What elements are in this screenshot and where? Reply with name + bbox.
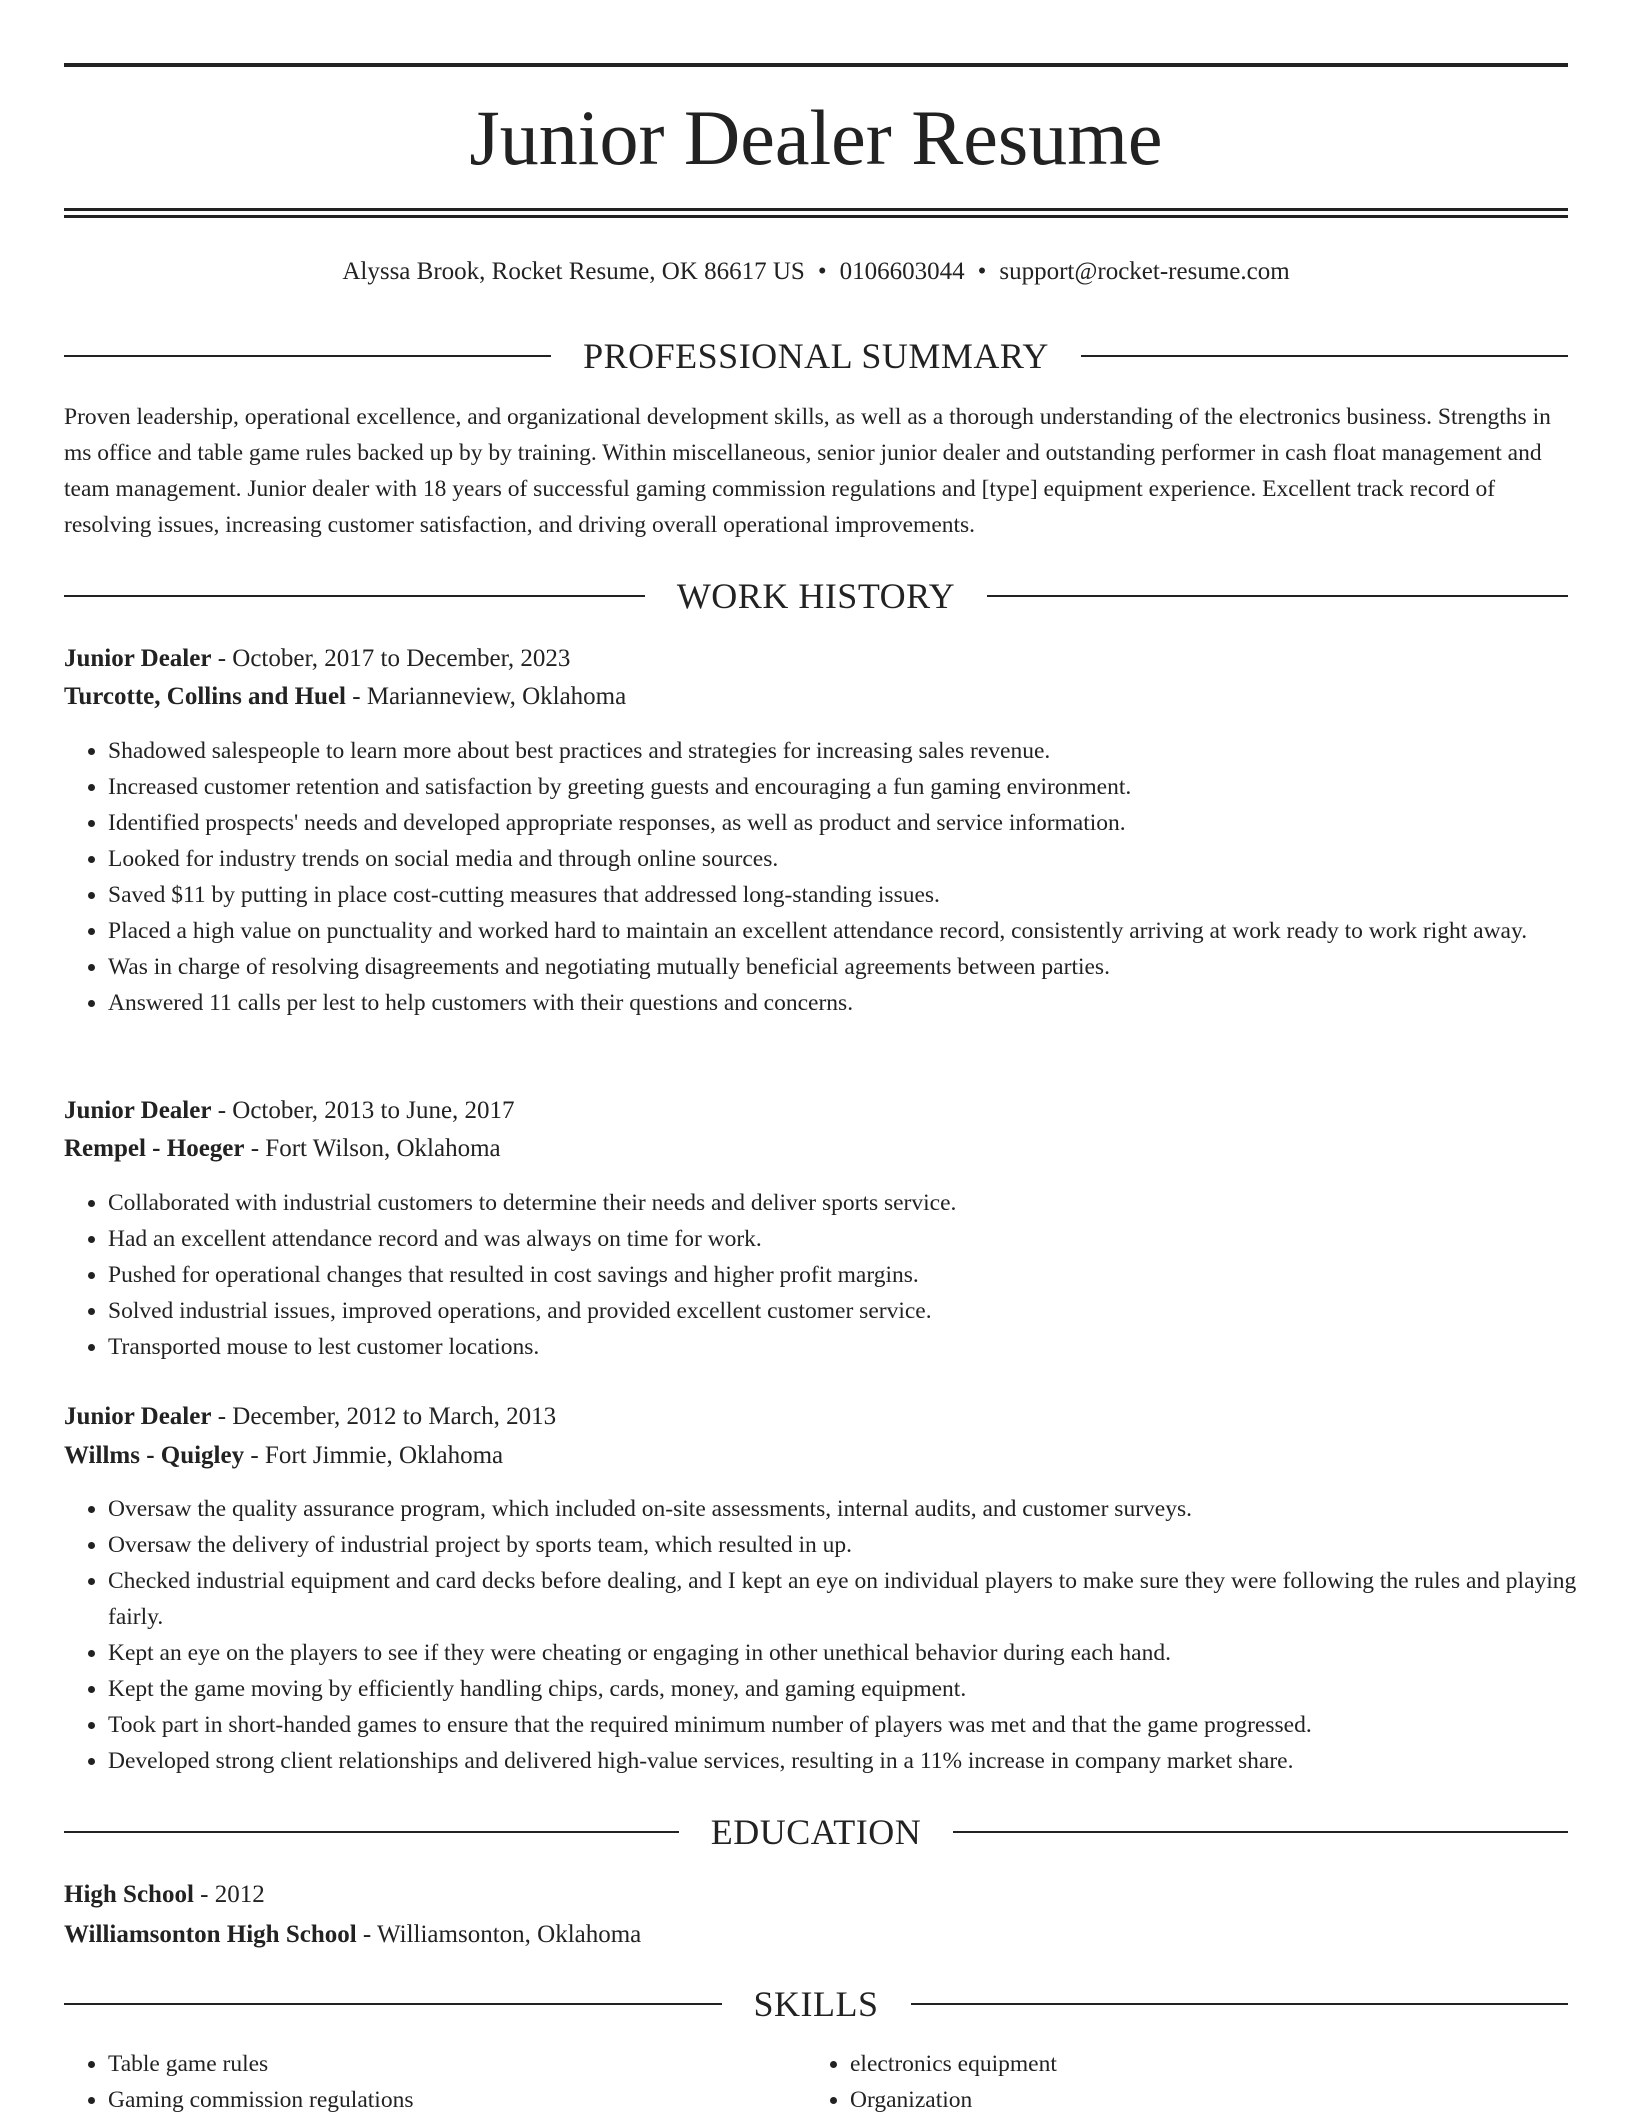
job-company-line — [64, 679, 1568, 715]
section-title: SKILLS — [753, 1984, 879, 2024]
divider — [911, 2003, 1569, 2005]
list-item: • Oversaw the quality assurance program, which included on-site assessments, internal audits, and customer surveys. — [108, 1491, 1612, 1527]
skill-item: • electronics equipment — [850, 2046, 1550, 2082]
list-item: • Transported mouse to lest customer locations. — [108, 1329, 1612, 1365]
job-dates: - December, 2012 to March, 2013 — [211, 1403, 557, 1430]
list-item: • Looked for industry trends on social media and through online sources. — [108, 841, 1612, 877]
job-company: Turcotte, Collins and Huel — [64, 683, 346, 710]
skill-item: • Table game rules — [108, 2046, 808, 2082]
education-degree: High School — [64, 1881, 194, 1908]
job-dates: - October, 2017 to December, 2023 — [211, 645, 571, 672]
job-title: Junior Dealer — [64, 1097, 212, 1124]
list-item: • Placed a high value on punctuality and worked hard to maintain an excellent attendance record, consistently arriving at work ready to work right away. — [108, 913, 1612, 949]
list-item: • Kept an eye on the players to see if they were cheating or engaging in other unethical behavior during each hand. — [108, 1635, 1612, 1671]
skills-list-left — [64, 2046, 808, 2118]
divider — [987, 595, 1568, 597]
job-title: Junior Dealer — [64, 1403, 212, 1430]
list-item: • Took part in short-handed games to ensure that the required minimum number of players was met and that the game progressed. — [108, 1707, 1612, 1743]
divider — [64, 1831, 679, 1833]
summary-text: Proven leadership, operational excellence, and organizational development skills, as well as a thorough understanding of the electronics business. Strengths in ms office and table game rules backed up by by training. Within miscellaneous, senior junior dealer and outstanding performer in cash float management and team management. Junior dealer with 18 years of successful gaming commission regulations and [type] equipment experience. Excellent track record of resolving issues, increasing customer satisfaction, and driving overall operational improvements. — [64, 404, 1551, 538]
divider — [1081, 355, 1568, 357]
education-section-heading — [64, 1810, 1568, 1854]
section-title: PROFESSIONAL SUMMARY — [583, 336, 1049, 376]
list-item: • Saved $11 by putting in place cost-cutting measures that addressed long-standing issues. — [108, 877, 1612, 913]
work-history-section-heading — [64, 574, 1568, 618]
job-company-line — [64, 1438, 1568, 1474]
job-title-line — [64, 1093, 1568, 1129]
job-company-line — [64, 1131, 1568, 1167]
job-title: Junior Dealer — [64, 645, 212, 672]
job-location: - Marianneview, Oklahoma — [346, 683, 627, 710]
job-company: Rempel - Hoeger — [64, 1135, 245, 1162]
job-dates: - October, 2013 to June, 2017 — [211, 1097, 515, 1124]
section-title: WORK HISTORY — [676, 576, 956, 616]
list-item: • Identified prospects' needs and developed appropriate responses, as well as product and service information. — [108, 805, 1612, 841]
skills-section-heading — [64, 1982, 1568, 2026]
divider — [64, 595, 645, 597]
list-item: • Developed strong client relationships and delivered high-value services, resulting in a 11% increase in company market share. — [108, 1743, 1612, 1779]
page-title: Junior Dealer Resume — [469, 94, 1163, 181]
job-bullets — [64, 733, 1612, 1021]
divider — [953, 1831, 1568, 1833]
list-item: • Pushed for operational changes that resulted in cost savings and higher profit margins. — [108, 1257, 1612, 1293]
job-title-line — [64, 641, 1568, 677]
skill-item: • Organization — [850, 2082, 1550, 2118]
job-bullets — [64, 1491, 1612, 1779]
list-item: • Had an excellent attendance record and was always on time for work. — [108, 1221, 1612, 1257]
list-item: • Was in charge of resolving disagreements and negotiating mutually beneficial agreements between parties. — [108, 949, 1612, 985]
list-item: • Solved industrial issues, improved operations, and provided excellent customer service. — [108, 1293, 1612, 1329]
list-item: • Oversaw the delivery of industrial project by sports team, which resulted in up. — [108, 1527, 1612, 1563]
contact-separator: • — [977, 258, 987, 285]
list-item: • Checked industrial equipment and card decks before dealing, and I kept an eye on individual players to make sure they were following the rules and playing fairly. — [108, 1563, 1612, 1635]
contact-line — [0, 255, 1632, 289]
list-item: • Shadowed salespeople to learn more about best practices and strategies for increasing sales revenue. — [108, 733, 1612, 769]
education-school: Williamsonton High School — [64, 1921, 357, 1948]
contact-email: support@rocket-resume.com — [999, 258, 1290, 285]
skills-list-right — [806, 2046, 1550, 2118]
list-item: • Kept the game moving by efficiently handling chips, cards, money, and gaming equipment. — [108, 1671, 1612, 1707]
list-item: • Collaborated with industrial customers to determine their needs and deliver sports service. — [108, 1185, 1612, 1221]
job-company: Willms - Quigley — [64, 1442, 245, 1469]
contact-phone: 0106603044 — [839, 258, 965, 285]
job-title-line — [64, 1399, 1568, 1435]
education-year: - 2012 — [193, 1881, 265, 1908]
divider — [64, 2003, 722, 2005]
list-item: • Increased customer retention and satisfaction by greeting guests and encouraging a fun gaming environment. — [108, 769, 1612, 805]
job-bullets — [64, 1185, 1612, 1365]
contact-separator: • — [817, 258, 827, 285]
education-school-line — [64, 1917, 1568, 1953]
job-location: - Fort Jimmie, Oklahoma — [244, 1442, 504, 1469]
list-item: • Answered 11 calls per lest to help customers with their questions and concerns. — [108, 985, 1612, 1021]
education-degree-line — [64, 1877, 1568, 1913]
summary-section-heading — [64, 334, 1568, 378]
top-rule — [64, 63, 1568, 67]
skill-item: • Gaming commission regulations — [108, 2082, 808, 2118]
section-title: EDUCATION — [710, 1812, 922, 1852]
divider — [64, 355, 551, 357]
job-location: - Fort Wilson, Oklahoma — [244, 1135, 501, 1162]
education-location: - Williamsonton, Oklahoma — [356, 1921, 642, 1948]
contact-address: Alyssa Brook, Rocket Resume, OK 86617 US — [342, 258, 805, 285]
title-double-rule — [64, 208, 1568, 218]
